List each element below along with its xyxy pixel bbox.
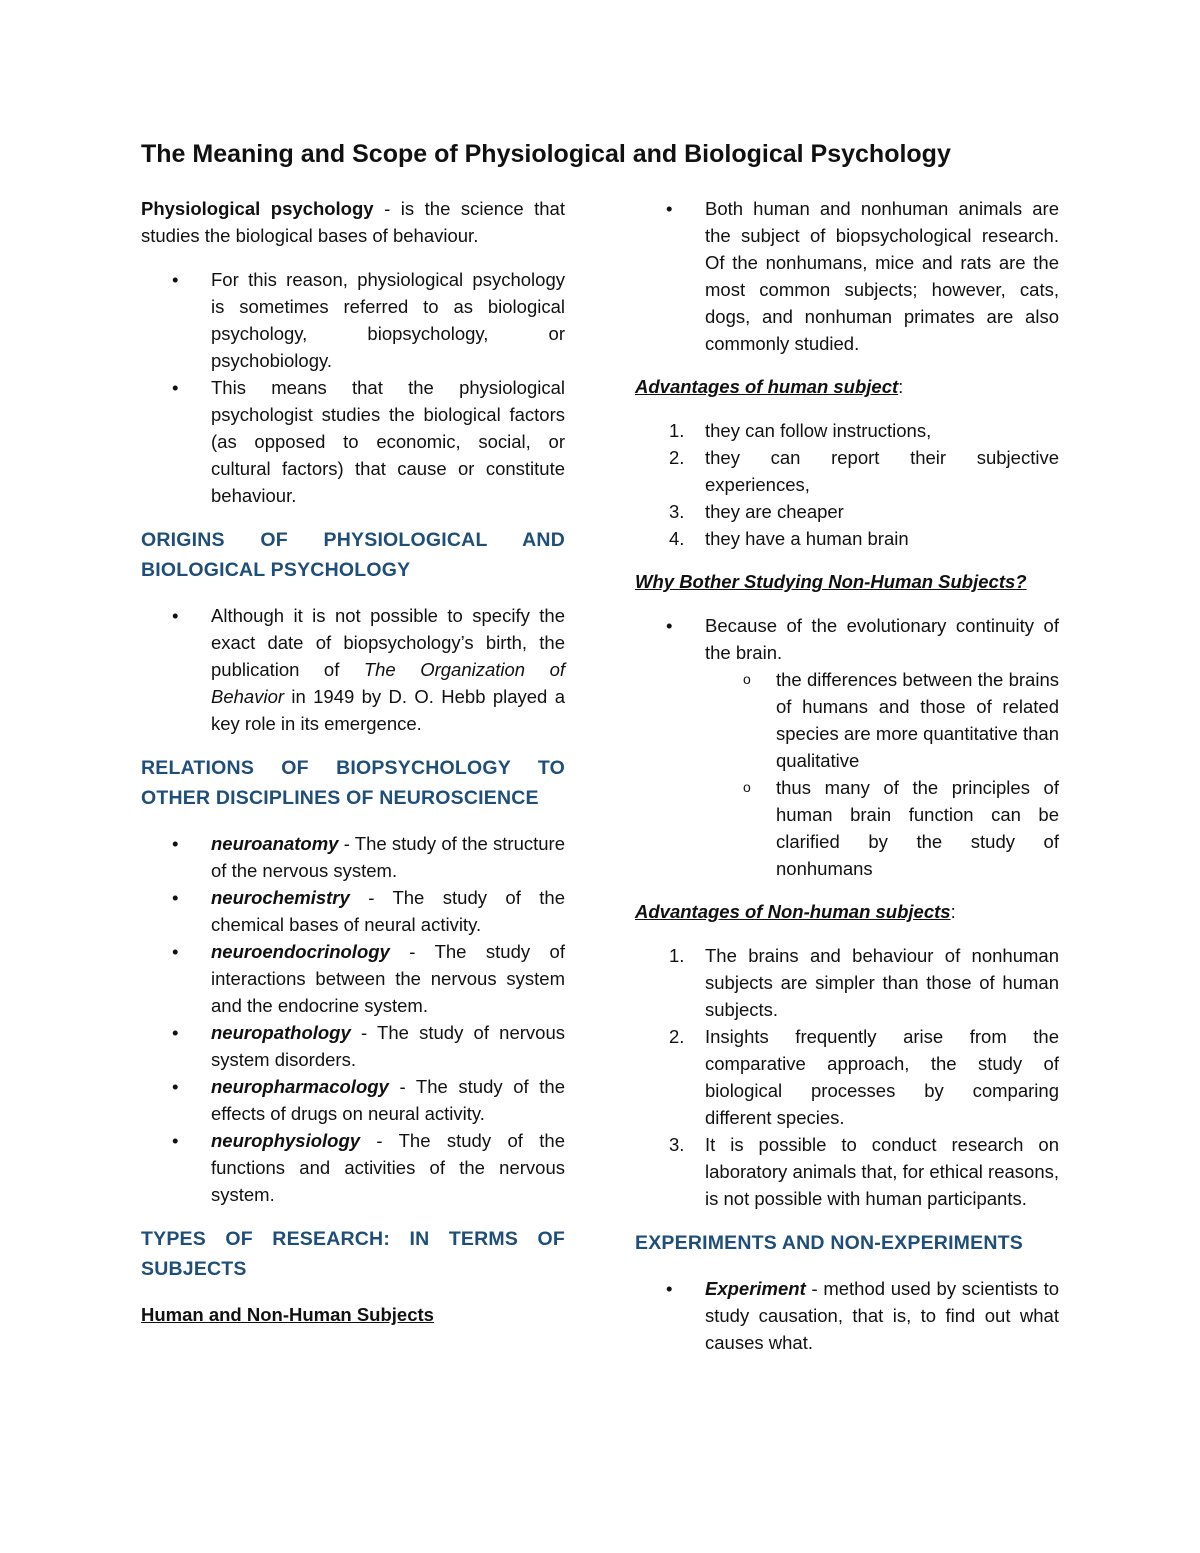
bullet-marker: • xyxy=(172,941,179,962)
human-nonhuman-heading: Human and Non-Human Subjects xyxy=(141,1304,434,1325)
why-sub-list xyxy=(705,666,1059,882)
bullet-marker: • xyxy=(172,887,179,908)
list-item: • neurochemistry - The study of the chemical bases of neural activity. xyxy=(141,884,565,938)
list-item: 3. they are cheaper xyxy=(635,498,1059,525)
number-marker: 1. xyxy=(669,945,685,966)
number-marker: 3. xyxy=(669,501,685,522)
list-item: • This means that the physiological psychologist studies the biological factors (as opposed to economic, social, or cultural factors) that cause or constitute behaviour. xyxy=(141,374,565,509)
list-item: • neuropathology - The study of nervous system disorders. xyxy=(141,1019,565,1073)
number-marker: 2. xyxy=(669,447,685,468)
list-item: 2. Insights frequently arise from the comparative approach, the study of biological processes by comparing different species. xyxy=(635,1023,1059,1131)
bullet-marker: • xyxy=(172,1076,179,1097)
bullet-marker: • xyxy=(172,377,179,398)
subjects-bullet-list xyxy=(635,195,1059,357)
origins-bullet-list xyxy=(141,602,565,737)
list-item: 4. they have a human brain xyxy=(635,525,1059,552)
list-item: 1. The brains and behaviour of nonhuman subjects are simpler than those of human subjects. xyxy=(635,942,1059,1023)
list-item: • neuroendocrinology - The study of interactions between the nervous system and the endocrine system. xyxy=(141,938,565,1019)
relations-heading: RELATIONS OF BIOPSYCHOLOGY TO OTHER DISCIPLINES OF NEUROSCIENCE xyxy=(141,757,565,809)
list-item: • Experiment - method used by scientists to study causation, that is, to find out what causes what. xyxy=(635,1275,1059,1356)
experiments-list xyxy=(635,1275,1059,1356)
left-column xyxy=(141,195,565,1342)
right-column xyxy=(635,195,1059,1372)
adv-human-heading: Advantages of human subject: xyxy=(635,376,904,397)
term: neurophysiology xyxy=(211,1130,361,1151)
list-item: o the differences between the brains of humans and those of related species are more quantitative than qualitative xyxy=(705,666,1059,774)
why-heading: Why Bother Studying Non-Human Subjects? xyxy=(635,571,1027,592)
term: neuropharmacology xyxy=(211,1076,389,1097)
relations-list xyxy=(141,830,565,1208)
adv-nonhuman-list xyxy=(635,942,1059,1212)
list-item: • neuropharmacology - The study of the effects of drugs on neural activity. xyxy=(141,1073,565,1127)
bullet-marker: • xyxy=(666,615,673,636)
intro-paragraph xyxy=(141,195,565,249)
book-title: The Organization of Behavior xyxy=(211,659,565,707)
number-marker: 3. xyxy=(669,1134,685,1155)
list-item: • neurophysiology - The study of the functions and activities of the nervous system. xyxy=(141,1127,565,1208)
list-item: • For this reason, physiological psychology is sometimes referred to as biological psychology, biopsychology, or psychobiology. xyxy=(141,266,565,374)
bullet-marker: • xyxy=(172,1130,179,1151)
term: neuropathology xyxy=(211,1022,351,1043)
number-marker: 4. xyxy=(669,528,685,549)
list-item: 2. they can report their subjective experiences, xyxy=(635,444,1059,498)
list-item: o thus many of the principles of human brain function can be clarified by the study of nonhumans xyxy=(705,774,1059,882)
list-item: • Although it is not possible to specify the exact date of biopsychology’s birth, the publication of The Organization of Behavior in 1949 by D. O. Hebb played a key role in its emergence. xyxy=(141,602,565,737)
number-marker: 2. xyxy=(669,1026,685,1047)
experiments-heading: EXPERIMENTS AND NON-EXPERIMENTS xyxy=(635,1232,1023,1254)
list-item: 3. It is possible to conduct research on laboratory animals that, for ethical reasons, is not possible with human participants. xyxy=(635,1131,1059,1212)
intro-bullet-list xyxy=(141,266,565,509)
intro-term: Physiological psychology xyxy=(141,198,374,219)
bullet-marker: • xyxy=(172,605,179,626)
list-item: • Because of the evolutionary continuity of the brain. o the differences between the brains of humans and those of related species are more quantitative than qualitative o thus many of the principles of human brain function can be clarified by the study of nonhumans xyxy=(635,612,1059,882)
page-title: The Meaning and Scope of Physiological and Biological Psychology xyxy=(141,140,951,168)
term: neuroendocrinology xyxy=(211,941,390,962)
list-item: 1. they can follow instructions, xyxy=(635,417,1059,444)
sub-bullet-marker: o xyxy=(743,671,751,687)
types-heading: TYPES OF RESEARCH: IN TERMS OF SUBJECTS xyxy=(141,1228,565,1280)
bullet-marker: • xyxy=(172,1022,179,1043)
term: neuroanatomy xyxy=(211,833,339,854)
origins-heading: ORIGINS OF PHYSIOLOGICAL AND BIOLOGICAL PSYCHOLOGY xyxy=(141,529,565,581)
bullet-marker: • xyxy=(666,198,673,219)
adv-human-list xyxy=(635,417,1059,552)
sub-bullet-marker: o xyxy=(743,779,751,795)
list-item: • neuroanatomy - The study of the structure of the nervous system. xyxy=(141,830,565,884)
intro-text: - is the science that studies the biological bases of behaviour. xyxy=(141,198,565,246)
list-item: • Both human and nonhuman animals are the subject of biopsychological research. Of the nonhumans, mice and rats are the most common subjects; however, cats, dogs, and nonhuman primates are also commonly studied. xyxy=(635,195,1059,357)
bullet-marker: • xyxy=(172,833,179,854)
bullet-marker: • xyxy=(666,1278,673,1299)
adv-nonhuman-heading: Advantages of Non-human subjects: xyxy=(635,901,956,922)
number-marker: 1. xyxy=(669,420,685,441)
bullet-marker: • xyxy=(172,269,179,290)
term: Experiment xyxy=(705,1278,806,1299)
why-bullet-list xyxy=(635,612,1059,882)
term: neurochemistry xyxy=(211,887,350,908)
